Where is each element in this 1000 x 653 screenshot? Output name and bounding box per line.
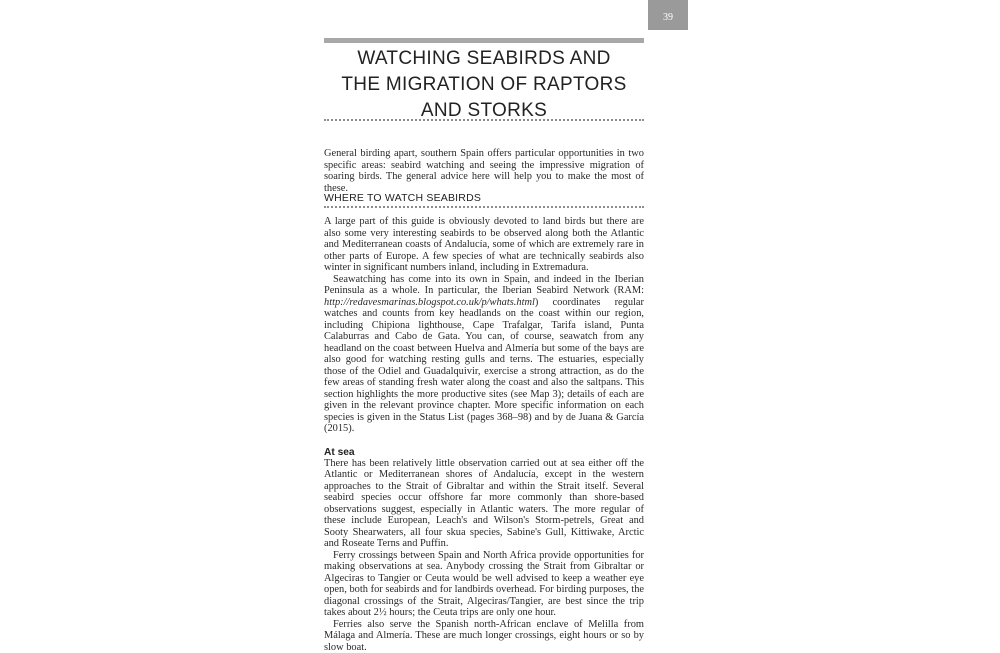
title-line: AND STORKS [324,98,644,124]
paragraph: Ferry crossings between Spain and North Africa provide opportunities for making observations at sea. Anybody crossing the Strait from Gibraltar or Algeciras to Tangier or Ceuta would be well advised to keep a weather eye open, both for seabirds and for landbirds overhead. For birding purposes, the diagonal crossings of the Strait, Algeciras/Tangier, are best since the trip takes about 2½ hours; the Ceuta trips are only one hour. [324,550,644,619]
body-text [324,216,644,653]
paragraph [324,274,644,435]
subheading: At sea [324,447,644,458]
section-dotted-divider [324,206,644,208]
website-link[interactable]: http://redavesmarinas.blogspot.co.uk/p/whats.html [324,297,535,308]
title-line: THE MIGRATION OF RAPTORS [324,72,644,98]
para-text: Seawatching has come into its own in Spain, and indeed in the Iberian Peninsula as a whole. In particular, the Iberian Seabird Network (RAM: [324,274,644,297]
page-number: 39 [648,12,688,23]
page-number-tab [648,0,688,30]
para-text: ) coordinates regular watches and counts from key headlands on the coast within our region, including Chipiona lighthouse, Cape Trafalgar, Tarifa island, Punta Calaburras and Cabo de Gata. You can, of course, seawatch from any headland on the coast between Huelva and Almería but some of the bays are also good for watching resting gulls and terns. The estuaries, especially those of the Odiel and Guadalquivir, exercise a strong attraction, as do the few areas of standing fresh water along the coast and also the saltpans. This section highlights the more productive sites (see Map 3); details of each are given in the relevant province chapter. More specific information on each species is given in the Status List (pages 368–98) and by de Juana & García (2015). [324,297,644,435]
chapter-title [324,46,644,124]
title-line: WATCHING SEABIRDS AND [324,46,644,72]
section-heading: WHERE TO WATCH SEABIRDS [324,192,644,204]
paragraph: There has been relatively little observation carried out at sea either off the Atlantic or Mediterranean shores of Andalucía, except in the western approaches to the Strait of Gibraltar and within the Strait itself. Several seabird species occur offshore far more commonly than shore-based observations suggest, especially in Atlantic waters. The more regular of these include European, Leach's and Wilson's Storm-petrels, Great and Sooty Shearwaters, all four skua species, Sabine's Gull, Kittiwake, Arctic and Roseate Terns and Puffin. [324,458,644,550]
paragraph: Ferries also serve the Spanish north-African enclave of Melilla from Málaga and Almería. These are much longer crossings, eight hours or so by slow boat. [324,619,644,653]
title-rule [324,38,644,43]
paragraph: A large part of this guide is obviously devoted to land birds but there are also some very interesting seabirds to be observed along both the Atlantic and Mediterranean coasts of Andalucía, some of which are extremely rare in other parts of Europe. A few species of what are technically seabirds also winter in significant numbers inland, including in Extremadura. [324,216,644,274]
title-dotted-divider [324,119,644,121]
intro-paragraph: General birding apart, southern Spain offers particular opportunities in two specific areas: seabird watching and seeing the impressive migration of soaring birds. The general advice here will help you to make the most of these. [324,148,644,194]
